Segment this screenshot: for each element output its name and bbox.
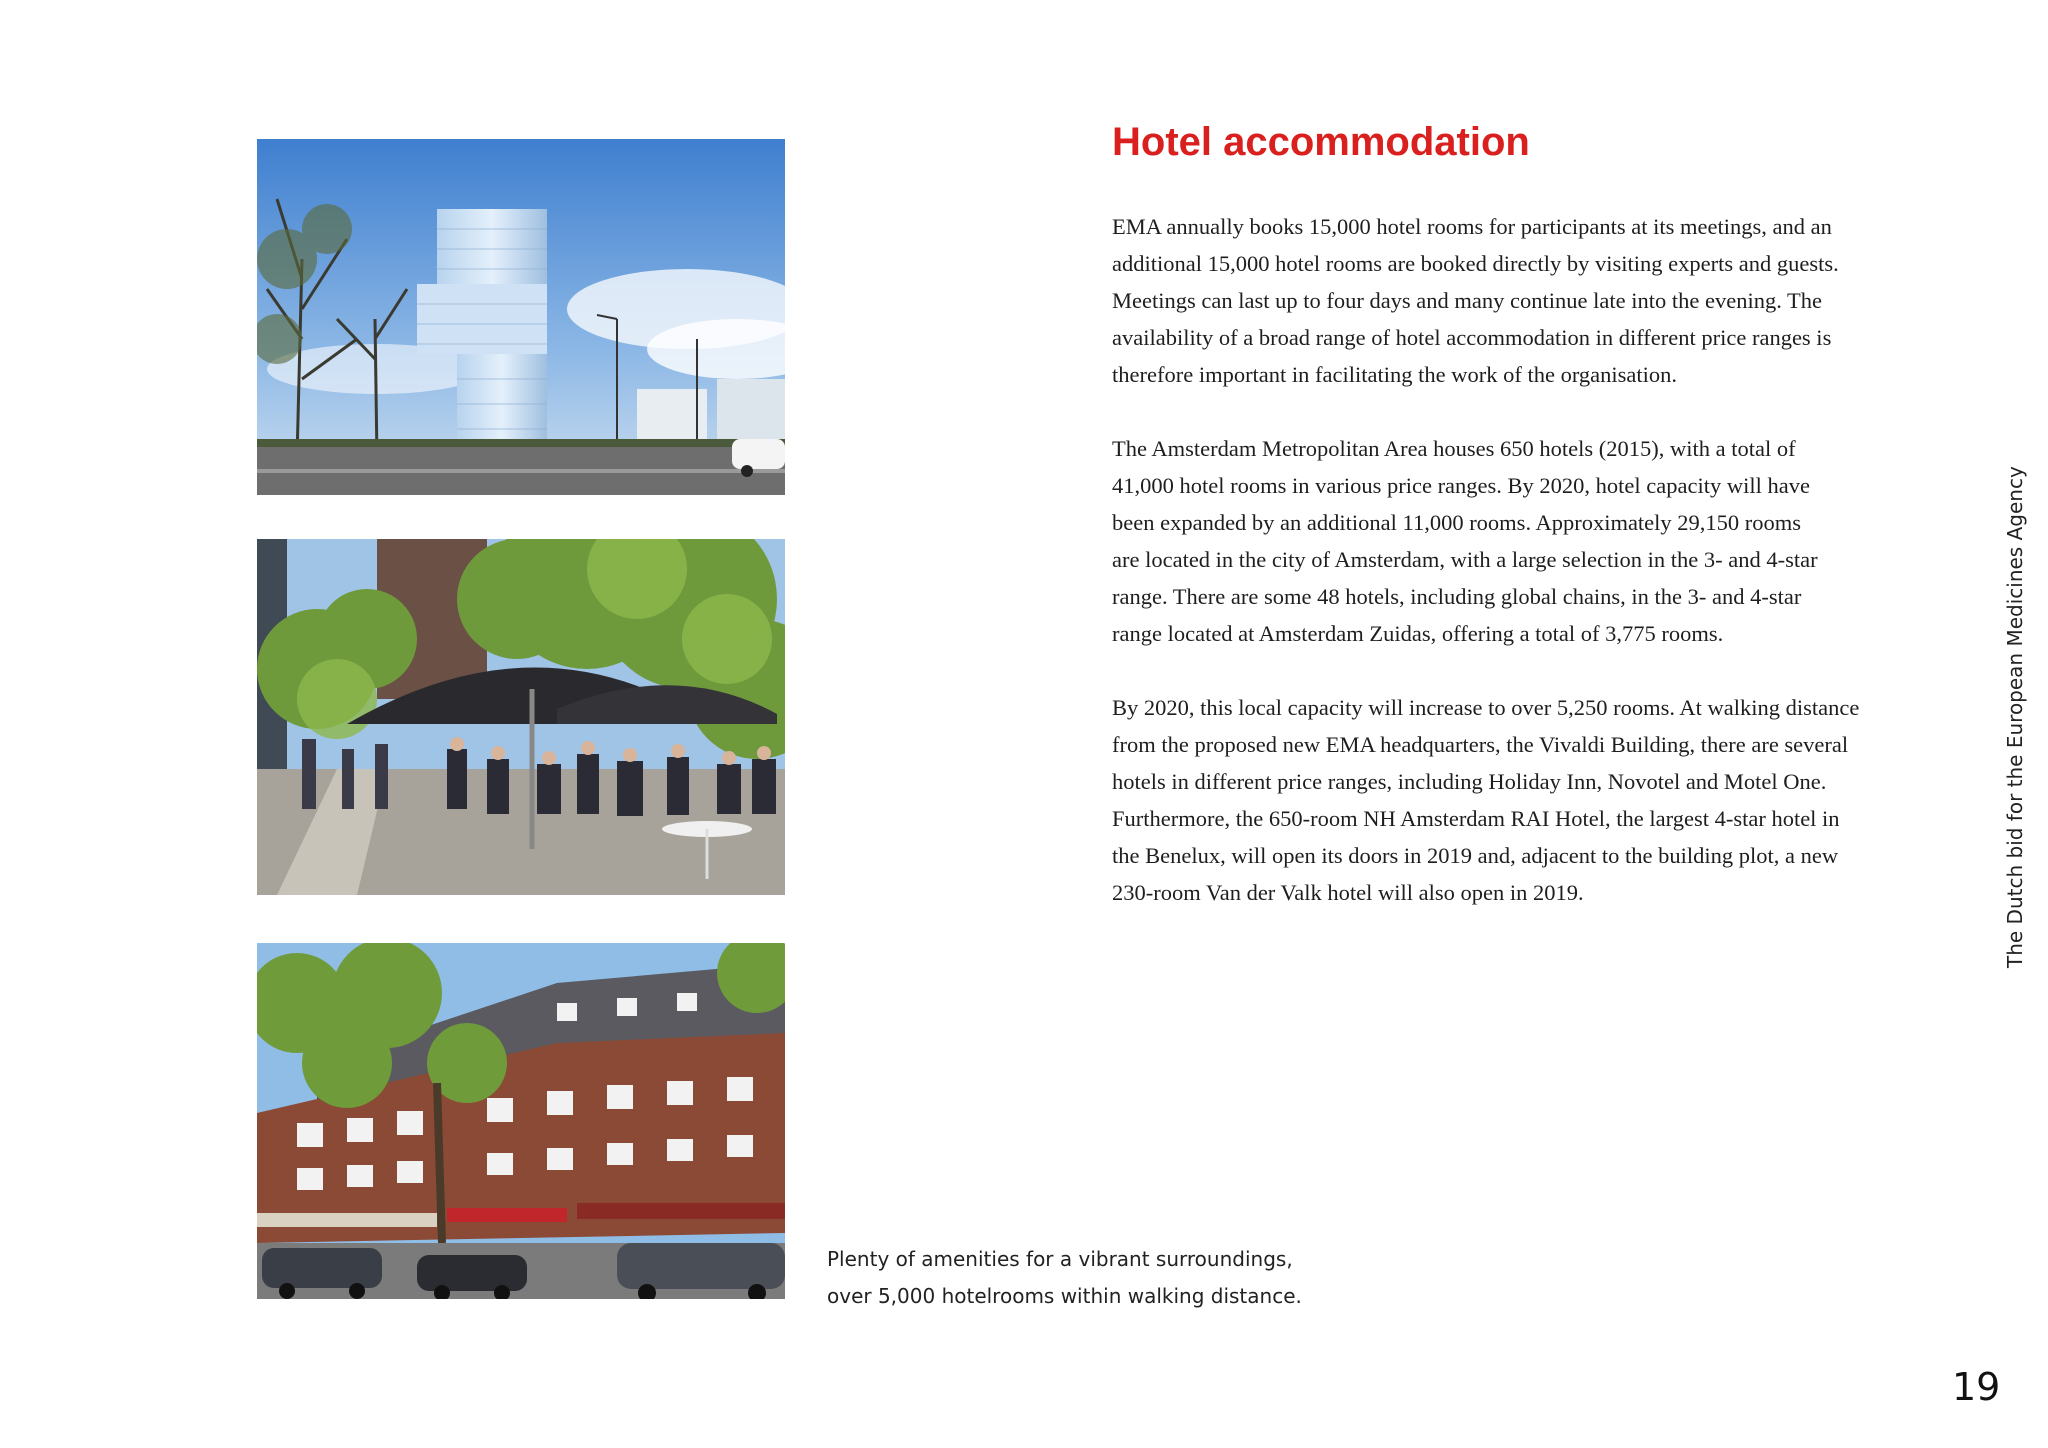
text-line: therefore important in facilitating the work of the organisation. bbox=[1112, 362, 1678, 387]
photo-brick-street bbox=[257, 943, 785, 1299]
text-line: EMA annually books 15,000 hotel rooms for participants at its meetings, and an bbox=[1112, 214, 1832, 239]
text-line: been expanded by an additional 11,000 rooms. Approximately 29,150 rooms bbox=[1112, 510, 1802, 535]
text-line: By 2020, this local capacity will increase to over 5,250 rooms. At walking distance bbox=[1112, 695, 1860, 720]
text-line: 230-room Van der Valk hotel will also open in 2019. bbox=[1112, 880, 1584, 905]
page-title: Hotel accommodation bbox=[1112, 120, 1530, 164]
side-running-title: The Dutch bid for the European Medicines Agency bbox=[2003, 466, 2027, 968]
text-line: availability of a broad range of hotel accommodation in different price ranges is bbox=[1112, 325, 1832, 350]
text-line: range. There are some 48 hotels, including global chains, in the 3- and 4-star bbox=[1112, 584, 1802, 609]
photo-glass-tower-hotel bbox=[257, 139, 785, 495]
body-text bbox=[1112, 208, 1942, 948]
text-line: hotels in different price ranges, including Holiday Inn, Novotel and Motel One. bbox=[1112, 769, 1827, 794]
text-line: Meetings can last up to four days and many continue late into the evening. The bbox=[1112, 288, 1823, 313]
paragraph bbox=[1112, 430, 1942, 652]
page-number: 19 bbox=[1952, 1365, 2001, 1409]
text-line: are located in the city of Amsterdam, with a large selection in the 3- and 4-star bbox=[1112, 547, 1818, 572]
photo-cafe-terrace bbox=[257, 539, 785, 895]
text-line: Furthermore, the 650-room NH Amsterdam RAI Hotel, the largest 4-star hotel in bbox=[1112, 806, 1840, 831]
text-line: range located at Amsterdam Zuidas, offering a total of 3,775 rooms. bbox=[1112, 621, 1724, 646]
caption-line: Plenty of amenities for a vibrant surroundings, bbox=[827, 1247, 1293, 1271]
paragraph bbox=[1112, 689, 1942, 911]
paragraph bbox=[1112, 208, 1942, 393]
text-line: The Amsterdam Metropolitan Area houses 650 hotels (2015), with a total of bbox=[1112, 436, 1796, 461]
caption-line: over 5,000 hotelrooms within walking distance. bbox=[827, 1284, 1302, 1308]
text-line: the Benelux, will open its doors in 2019 and, adjacent to the building plot, a new bbox=[1112, 843, 1839, 868]
text-line: from the proposed new EMA headquarters, the Vivaldi Building, there are several bbox=[1112, 732, 1849, 757]
text-line: additional 15,000 hotel rooms are booked directly by visiting experts and guests. bbox=[1112, 251, 1839, 276]
photo-caption bbox=[827, 1241, 1302, 1315]
text-line: 41,000 hotel rooms in various price ranges. By 2020, hotel capacity will have bbox=[1112, 473, 1810, 498]
